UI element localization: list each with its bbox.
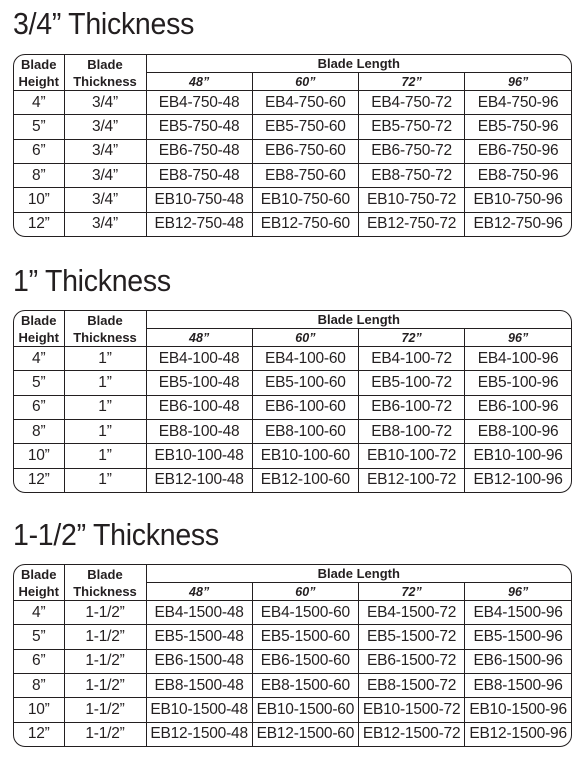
blade-thickness-cell: 1-1/2” [64,601,146,625]
part-number-cell: EB6-100-60 [252,395,358,419]
blade-thickness-cell: 1-1/2” [64,722,146,746]
part-number-cell: EB5-1500-96 [465,625,571,649]
part-number-cell: EB12-750-96 [465,212,571,236]
part-number-cell: EB12-1500-60 [252,722,358,746]
blade-height-cell: 8” [14,419,64,443]
part-number-cell: EB10-100-60 [252,444,358,468]
table-row [14,91,571,115]
part-number-cell: EB6-1500-60 [252,649,358,673]
part-number-cell: EB6-100-96 [465,395,571,419]
header-blade-label: Blade [87,56,123,72]
part-number-cell: EB5-1500-72 [359,625,465,649]
part-number-cell: EB12-1500-96 [465,722,571,746]
length-column-header: 72” [359,329,465,347]
blade-thickness-cell: 1-1/2” [64,625,146,649]
part-number-cell: EB4-1500-60 [252,601,358,625]
table-row [14,468,571,492]
part-number-table [13,54,572,237]
part-number-cell: EB8-1500-96 [465,673,571,697]
part-number-cell: EB12-750-60 [252,212,358,236]
blade-thickness-cell: 1” [64,371,146,395]
blade-thickness-cell: 1” [64,347,146,371]
blade-thickness-cell: 3/4” [64,163,146,187]
blade-thickness-cell: 1-1/2” [64,673,146,697]
blade-thickness-cell: 1” [64,419,146,443]
length-column-header: 48” [146,73,252,91]
part-number-cell: EB10-1500-96 [465,698,571,722]
blade-height-cell: 5” [14,625,64,649]
part-number-cell: EB10-1500-60 [252,698,358,722]
part-number-cell: EB12-750-48 [146,212,252,236]
part-number-cell: EB12-750-72 [359,212,465,236]
part-number-cell: EB6-750-96 [465,139,571,163]
part-number-cell: EB4-1500-48 [146,601,252,625]
part-number-cell: EB8-100-48 [146,419,252,443]
table-row [14,371,571,395]
blade-height-cell: 6” [14,395,64,419]
blade-table [14,311,571,492]
blade-height-header [14,565,64,601]
part-number-cell: EB10-100-96 [465,444,571,468]
part-number-cell: EB5-1500-48 [146,625,252,649]
table-row [14,188,571,212]
section-title: 1-1/2” Thickness [13,517,219,552]
length-column-header: 72” [359,583,465,601]
part-number-cell: EB10-100-48 [146,444,252,468]
header-row [14,565,571,583]
blade-length-header: Blade Length [146,311,571,329]
length-column-header: 96” [465,329,571,347]
header-height-label: Height [18,583,59,599]
part-number-cell: EB6-750-48 [146,139,252,163]
part-number-cell: EB5-750-60 [252,115,358,139]
blade-height-cell: 6” [14,649,64,673]
blade-height-cell: 5” [14,371,64,395]
table-row [14,601,571,625]
header-blade-label: Blade [21,56,57,72]
blade-height-cell: 12” [14,468,64,492]
part-number-cell: EB6-1500-96 [465,649,571,673]
part-number-cell: EB5-100-96 [465,371,571,395]
part-number-cell: EB12-100-72 [359,468,465,492]
blade-thickness-cell: 3/4” [64,212,146,236]
blade-height-cell: 8” [14,673,64,697]
section-title: 1” Thickness [13,263,171,298]
blade-height-cell: 4” [14,347,64,371]
blade-thickness-cell: 3/4” [64,115,146,139]
table-row [14,115,571,139]
part-number-cell: EB8-1500-48 [146,673,252,697]
table-row [14,395,571,419]
header-height-label: Height [18,73,59,89]
header-thickness-label: Thickness [73,73,137,89]
part-number-cell: EB5-100-48 [146,371,252,395]
part-number-cell: EB4-100-60 [252,347,358,371]
header-blade-label: Blade [21,566,57,582]
part-number-cell: EB5-100-60 [252,371,358,395]
blade-thickness-cell: 3/4” [64,139,146,163]
part-number-cell: EB10-750-96 [465,188,571,212]
part-number-cell: EB4-100-96 [465,347,571,371]
part-number-cell: EB6-1500-48 [146,649,252,673]
length-column-header: 72” [359,73,465,91]
table-row [14,163,571,187]
part-number-cell: EB4-100-72 [359,347,465,371]
part-number-cell: EB8-100-60 [252,419,358,443]
blade-height-cell: 10” [14,698,64,722]
length-column-header: 60” [252,583,358,601]
blade-table [14,55,571,236]
blade-height-cell: 10” [14,188,64,212]
part-number-cell: EB8-750-72 [359,163,465,187]
header-blade-label: Blade [87,566,123,582]
table-row [14,444,571,468]
length-column-header: 60” [252,329,358,347]
header-blade-label: Blade [21,312,57,328]
blade-length-header: Blade Length [146,55,571,73]
blade-thickness-header [64,565,146,601]
blade-thickness-header [64,311,146,347]
blade-thickness-header [64,55,146,91]
blade-thickness-cell: 1” [64,395,146,419]
table-row [14,649,571,673]
part-number-cell: EB5-750-96 [465,115,571,139]
part-number-cell: EB4-750-72 [359,91,465,115]
blade-thickness-cell: 1” [64,468,146,492]
blade-thickness-cell: 3/4” [64,188,146,212]
part-number-cell: EB4-1500-96 [465,601,571,625]
blade-height-header [14,311,64,347]
part-number-cell: EB10-750-60 [252,188,358,212]
part-number-cell: EB8-1500-72 [359,673,465,697]
header-thickness-label: Thickness [73,329,137,345]
part-number-cell: EB12-100-96 [465,468,571,492]
blade-thickness-cell: 3/4” [64,91,146,115]
part-number-cell: EB10-1500-48 [146,698,252,722]
table-row [14,625,571,649]
blade-height-cell: 12” [14,212,64,236]
part-number-cell: EB12-100-60 [252,468,358,492]
part-number-cell: EB4-1500-72 [359,601,465,625]
part-number-cell: EB4-750-48 [146,91,252,115]
part-number-cell: EB8-750-60 [252,163,358,187]
part-number-table [13,310,572,493]
part-number-cell: EB6-100-48 [146,395,252,419]
part-number-cell: EB4-750-60 [252,91,358,115]
part-number-cell: EB10-1500-72 [359,698,465,722]
part-number-cell: EB8-100-72 [359,419,465,443]
length-column-header: 96” [465,583,571,601]
blade-height-cell: 10” [14,444,64,468]
blade-thickness-cell: 1-1/2” [64,649,146,673]
header-blade-label: Blade [87,312,123,328]
table-row [14,722,571,746]
part-number-cell: EB6-100-72 [359,395,465,419]
table-row [14,673,571,697]
part-number-cell: EB12-100-48 [146,468,252,492]
part-number-cell: EB6-750-60 [252,139,358,163]
table-row [14,139,571,163]
blade-thickness-cell: 1” [64,444,146,468]
blade-thickness-cell: 1-1/2” [64,698,146,722]
table-row [14,698,571,722]
part-number-cell: EB10-750-48 [146,188,252,212]
header-thickness-label: Thickness [73,583,137,599]
part-number-table [13,564,572,747]
length-column-header: 48” [146,329,252,347]
part-number-cell: EB5-750-48 [146,115,252,139]
blade-table [14,565,571,746]
blade-height-cell: 8” [14,163,64,187]
part-number-cell: EB8-750-48 [146,163,252,187]
blade-height-cell: 4” [14,91,64,115]
blade-height-header [14,55,64,91]
blade-height-cell: 5” [14,115,64,139]
part-number-cell: EB4-100-48 [146,347,252,371]
table-row [14,212,571,236]
blade-height-cell: 4” [14,601,64,625]
header-row [14,55,571,73]
part-number-cell: EB6-750-72 [359,139,465,163]
blade-length-header: Blade Length [146,565,571,583]
blade-height-cell: 6” [14,139,64,163]
part-number-cell: EB5-1500-60 [252,625,358,649]
part-number-cell: EB12-1500-48 [146,722,252,746]
part-number-cell: EB6-1500-72 [359,649,465,673]
length-column-header: 60” [252,73,358,91]
length-column-header: 48” [146,583,252,601]
part-number-cell: EB8-750-96 [465,163,571,187]
part-number-cell: EB12-1500-72 [359,722,465,746]
part-number-cell: EB10-750-72 [359,188,465,212]
blade-height-cell: 12” [14,722,64,746]
table-row [14,347,571,371]
part-number-cell: EB5-750-72 [359,115,465,139]
length-column-header: 96” [465,73,571,91]
part-number-cell: EB5-100-72 [359,371,465,395]
part-number-cell: EB8-100-96 [465,419,571,443]
section-title: 3/4” Thickness [13,6,195,41]
part-number-cell: EB8-1500-60 [252,673,358,697]
part-number-cell: EB4-750-96 [465,91,571,115]
table-row [14,419,571,443]
header-height-label: Height [18,329,59,345]
header-row [14,311,571,329]
part-number-cell: EB10-100-72 [359,444,465,468]
